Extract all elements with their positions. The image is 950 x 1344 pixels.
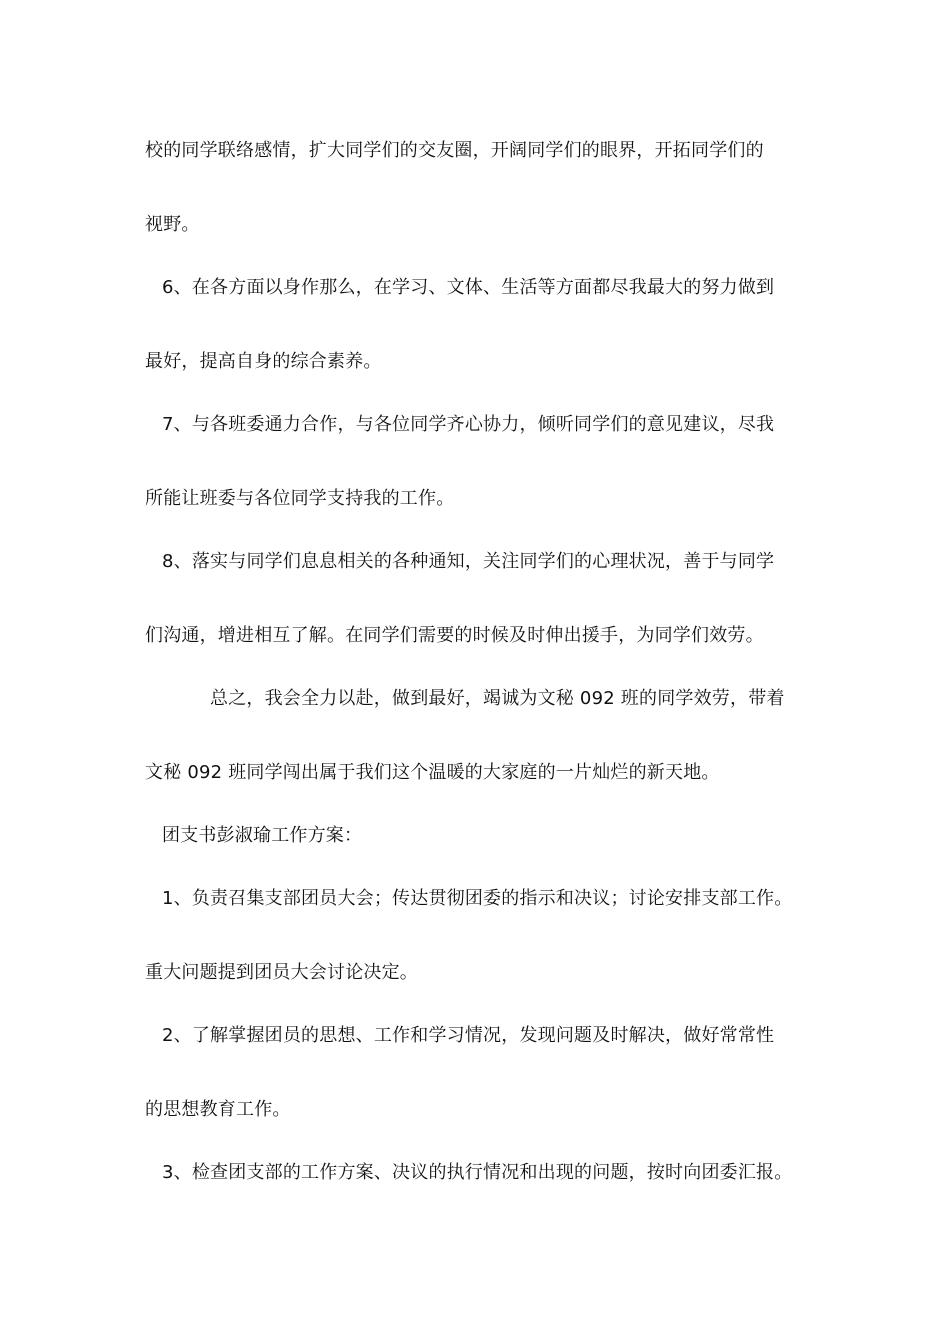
text-line: 视野。 [145,214,200,235]
text-line: 1、负责召集支部团员大会；传达贯彻团委的指示和决议；讨论安排支部工作。 [162,888,793,909]
text-line: 2、了解掌握团员的思想、工作和学习情况，发现问题及时解决，做好常常性 [162,1025,775,1046]
text-line: 总之，我会全力以赴，做到最好，竭诚为文秘 092 班的同学效劳，带着 [210,688,785,709]
text-line: 们沟通，增进相互了解。在同学们需要的时候及时伸出援手，为同学们效劳。 [145,625,764,646]
text-line: 3、检查团支部的工作方案、决议的执行情况和出现的问题，按时向团委汇报。 [162,1162,793,1183]
text-line: 的思想教育工作。 [145,1099,291,1120]
text-line: 6、在各方面以身作那么，在学习、文体、生活等方面都尽我最大的努力做到 [162,277,775,298]
text-line: 文秘 092 班同学闯出属于我们这个温暖的大家庭的一片灿烂的新天地。 [145,762,720,783]
text-line: 7、与各班委通力合作，与各位同学齐心协力，倾听同学们的意见建议，尽我 [162,414,775,435]
section-heading: 团支书彭淑瑜工作方案： [162,825,363,846]
text-line: 所能让班委与各位同学支持我的工作。 [145,488,455,509]
text-line: 最好，提高自身的综合素养。 [145,351,382,372]
text-line: 校的同学联络感情，扩大同学们的交友圈，开阔同学们的眼界，开拓同学们的 [145,140,764,161]
text-line: 重大问题提到团员大会讨论决定。 [145,962,418,983]
text-line: 8、落实与同学们息息相关的各种通知，关注同学们的心理状况，善于与同学 [162,551,775,572]
